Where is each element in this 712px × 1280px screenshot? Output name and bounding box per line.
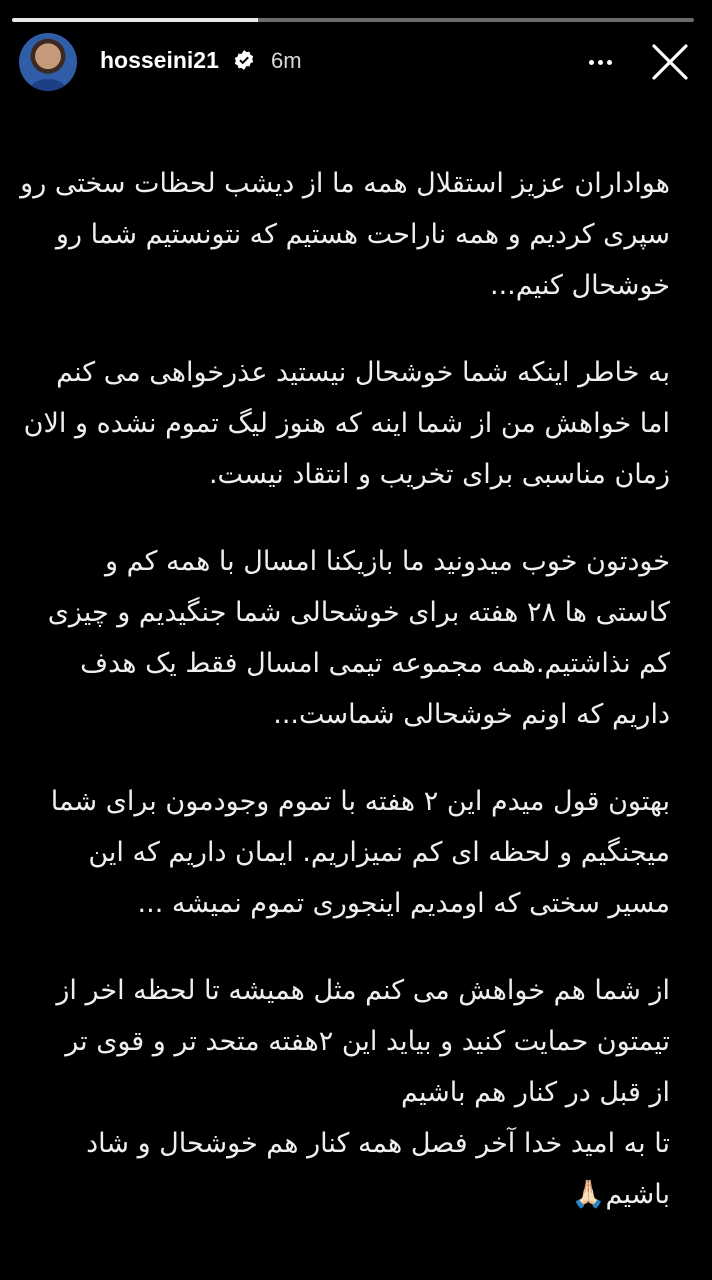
verified-badge-icon (234, 50, 254, 70)
paragraph (10, 965, 670, 1220)
text-line: کم نذاشتیم.همه مجموعه تیمی امسال فقط یک هدف (80, 648, 670, 679)
text-line: داریم که اونم خوشحالی شماست... (273, 699, 670, 730)
paragraph (10, 776, 670, 929)
text-line: از قبل در کنار هم باشیم (401, 1077, 670, 1108)
text-line: میجنگیم و لحظه ای کم نمیزاریم. ایمان داریم که این (88, 837, 670, 868)
text-line: باشیم🙏🏻 (571, 1179, 670, 1210)
text-line: مسیر سختی که اومدیم اینجوری تموم نمیشه ... (137, 888, 670, 919)
close-x-icon[interactable] (648, 40, 692, 84)
text-line: اما خواهش من از شما اینه که هنوز لیگ تموم نشده و الان (23, 408, 670, 439)
text-line: سپری کردیم و همه ناراحت هستیم که نتونستیم شما رو (55, 219, 670, 250)
username[interactable]: hosseini21 (100, 47, 219, 73)
avatar[interactable] (19, 33, 77, 91)
text-line: خوشحال کنیم... (490, 270, 670, 301)
text-line: بهتون قول میدم این ۲ هفته با تموم وجودمون برای شما (50, 786, 670, 817)
text-line: زمان مناسبی برای تخریب و انتقاد نیست. (208, 459, 670, 490)
story-progress-bar (12, 18, 694, 22)
more-dots-icon (589, 60, 594, 65)
paragraph (10, 158, 670, 311)
text-line: خودتون خوب میدونید ما بازیکنا امسال با همه کم و (105, 546, 670, 577)
text-line: از شما هم خواهش می کنم مثل همیشه تا لحظه اخر از (56, 975, 670, 1006)
story-header (0, 30, 712, 94)
text-line: کاستی ها ۲۸ هفته برای خوشحالی شما جنگیدیم و چیزی (47, 597, 670, 628)
text-line: هواداران عزیز استقلال همه ما از دیشب لحظات سختی رو (20, 168, 670, 199)
paragraph (10, 536, 670, 740)
story-text (10, 158, 670, 1220)
more-options-button[interactable] (580, 44, 620, 80)
text-line: تا به امید خدا آخر فصل همه کنار هم خوشحال و شاد (86, 1128, 670, 1159)
story-progress-fill (12, 18, 258, 22)
text-line: به خاطر اینکه شما خوشحال نیستید عذرخواهی می کنم (56, 357, 670, 388)
time-ago: 6m (271, 48, 302, 73)
paragraph (10, 347, 670, 500)
text-line: تیمتون حمایت کنید و بیاید این ۲هفته متحد تر و قوی تر (65, 1026, 670, 1057)
